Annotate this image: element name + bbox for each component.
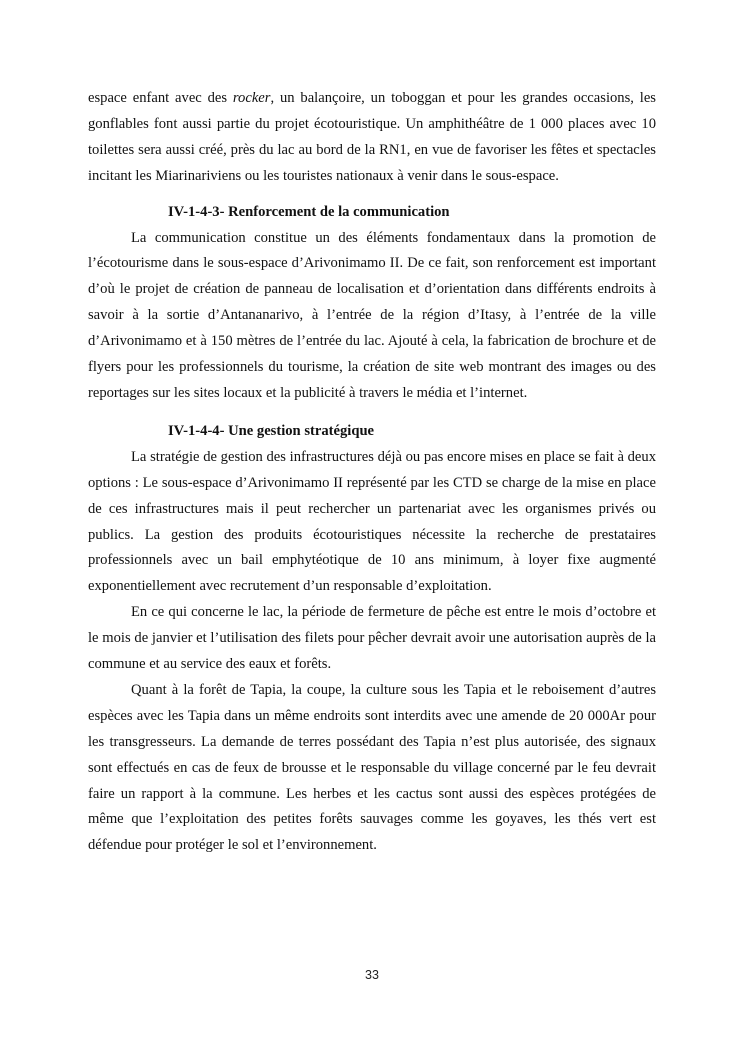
paragraph-tapia-forest: Quant à la forêt de Tapia, la coupe, la culture sous les Tapia et le reboisement d’autres espèces avec les Tapia dans un même endroits sont interdits avec une amende de 20 000Ar pour les transgresseurs. La demande de terres possédant des Tapia n’est plus autorisée, des signaux sont effectués en cas de feux de brousse et le responsable du village concerné par le feu devrait faire un rapport à la commune. Les herbes et les cactus sont aussi des espèces protégées de même que l’exploitation des petites forêts sauvages comme les goyaves, les thés vert est défendue pour protéger le sol et l’environnement. <box>88 681 656 854</box>
section-heading-communication: IV-1-4-3- Renforcement de la communication <box>168 203 450 220</box>
section-heading-strategic-management: IV-1-4-4- Une gestion stratégique <box>168 422 375 439</box>
page-number: 33 <box>365 968 379 982</box>
paragraph-communication: La communication constitue un des éléments fondamentaux dans la promotion de l’écotourisme dans le sous-espace d’Arivonimamo II. De ce fait, son renforcement est important d’où le projet de création de panneau de localisation et d’orientation dans différents endroits à savoir à la sortie d’Antananarivo, à l’entrée de la région d’Itasy, à l’entrée de la ville d’Arivonimamo et à 150 mètres de l’entrée du lac. Ajouté à cela, la fabrication de brochure et de flyers pour les professionnels du tourisme, la création de site web montrant des images ou des reportages sur les sites locaux et la publicité à travers le média et l’internet. <box>88 229 656 401</box>
document-body <box>88 86 656 859</box>
paragraph-intro <box>88 86 656 190</box>
paragraph-intro-italic: rocker <box>232 90 271 106</box>
paragraph-intro-rest: , un balançoire, un toboggan et pour les grandes occasions, les gonflables font aussi partie du projet écotouristique. Un amphithéâtre de 1 000 places avec 10 toilettes sera aussi créé, près du lac au bord de la RN1, en vue de favoriser les fêtes et spectacles incitant les Miarinariviens ou les touristes nationaux à venir dans le sous-espace. <box>88 90 656 184</box>
paragraph-intro-start: espace enfant avec des <box>88 90 233 106</box>
paragraph-lake: En ce qui concerne le lac, la période de fermeture de pêche est entre le mois d’octobre et le mois de janvier et l’utilisation des filets pour pêcher devrait avoir une autorisation auprès de la commune et au service des eaux et forêts. <box>88 604 656 673</box>
paragraph-management-strategy: La stratégie de gestion des infrastructures déjà ou pas encore mises en place se fait à deux options : Le sous-espace d’Arivonimamo II représenté par les CTD se charge de la mise en place de ces infrastructures mais il peut rechercher un partenariat avec les organismes privés ou publics. La gestion des produits écotouristiques nécessite la recherche de prestataires professionnels avec un bail emphytéotique de 10 ans minimum, à loyer fixe augmenté exponentiellement avec recrutement d’un responsable d’exploitation. <box>88 448 656 595</box>
